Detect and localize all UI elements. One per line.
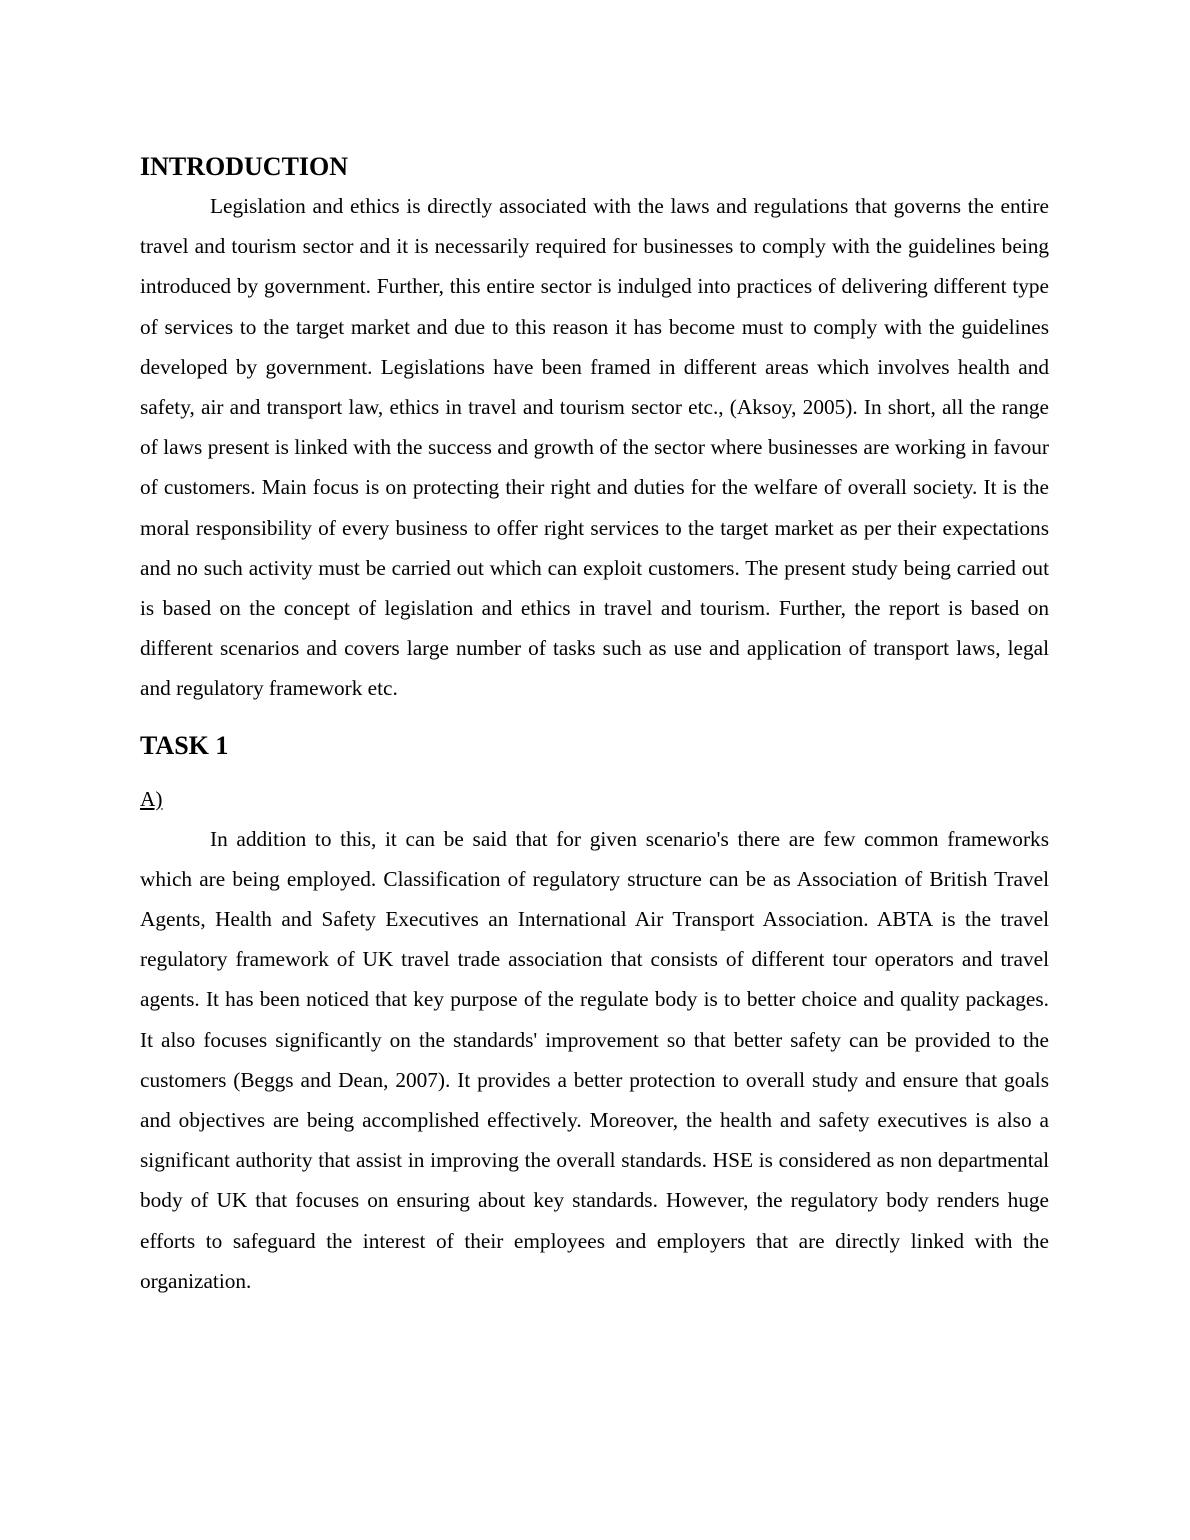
task1-paragraph: In addition to this, it can be said that for given scenario's there are few common frameworks which are being employed. Classification of regulatory structure can be as Association of British Travel Agents, Health and Safety Executives an International Air Transport Association. ABTA is the travel regulatory framework of UK travel trade association that consists of different tour operators and travel agents. It has been noticed that key purpose of the regulate body is to better choice and quality packages. It also focuses significantly on the standards' improvement so that better safety can be provided to the customers (Beggs and Dean, 2007). It provides a better protection to overall study and ensure that goals and objectives are being accomplished effectively. Moreover, the health and safety executives is also a significant authority that assist in improving the overall standards. HSE is considered as non departmental body of UK that focuses on ensuring about key standards. However, the regulatory body renders huge efforts to safeguard the interest of their employees and employers that are directly linked with the organization.: [140, 826, 1049, 1293]
document-page: [140, 148, 1049, 1301]
task1-heading: TASK 1: [140, 730, 229, 760]
introduction-heading: INTRODUCTION: [140, 152, 349, 181]
introduction-paragraph: Legislation and ethics is directly associated with the laws and regulations that governs the entire travel and tourism sector and it is necessarily required for businesses to comply with the guidelines being introduced by government. Further, this entire sector is indulged into practices of delivering different type of services to the target market and due to this reason it has become must to comply with the guidelines developed by government. Legislations have been framed in different areas which involves health and safety, air and transport law, ethics in travel and tourism sector etc., (Aksoy, 2005). In short, all the range of laws present is linked with the success and growth of the sector where businesses are working in favour of customers. Main focus is on protecting their right and duties for the welfare of overall society. It is the moral responsibility of every business to offer right services to the target market as per their expectations and no such activity must be carried out which can exploit customers. The present study being carried out is based on the concept of legislation and ethics in travel and tourism. Further, the report is based on different scenarios and covers large number of tasks such as use and application of transport laws, legal and regulatory framework etc.: [140, 194, 1049, 701]
task1-subheading: A): [140, 786, 163, 811]
